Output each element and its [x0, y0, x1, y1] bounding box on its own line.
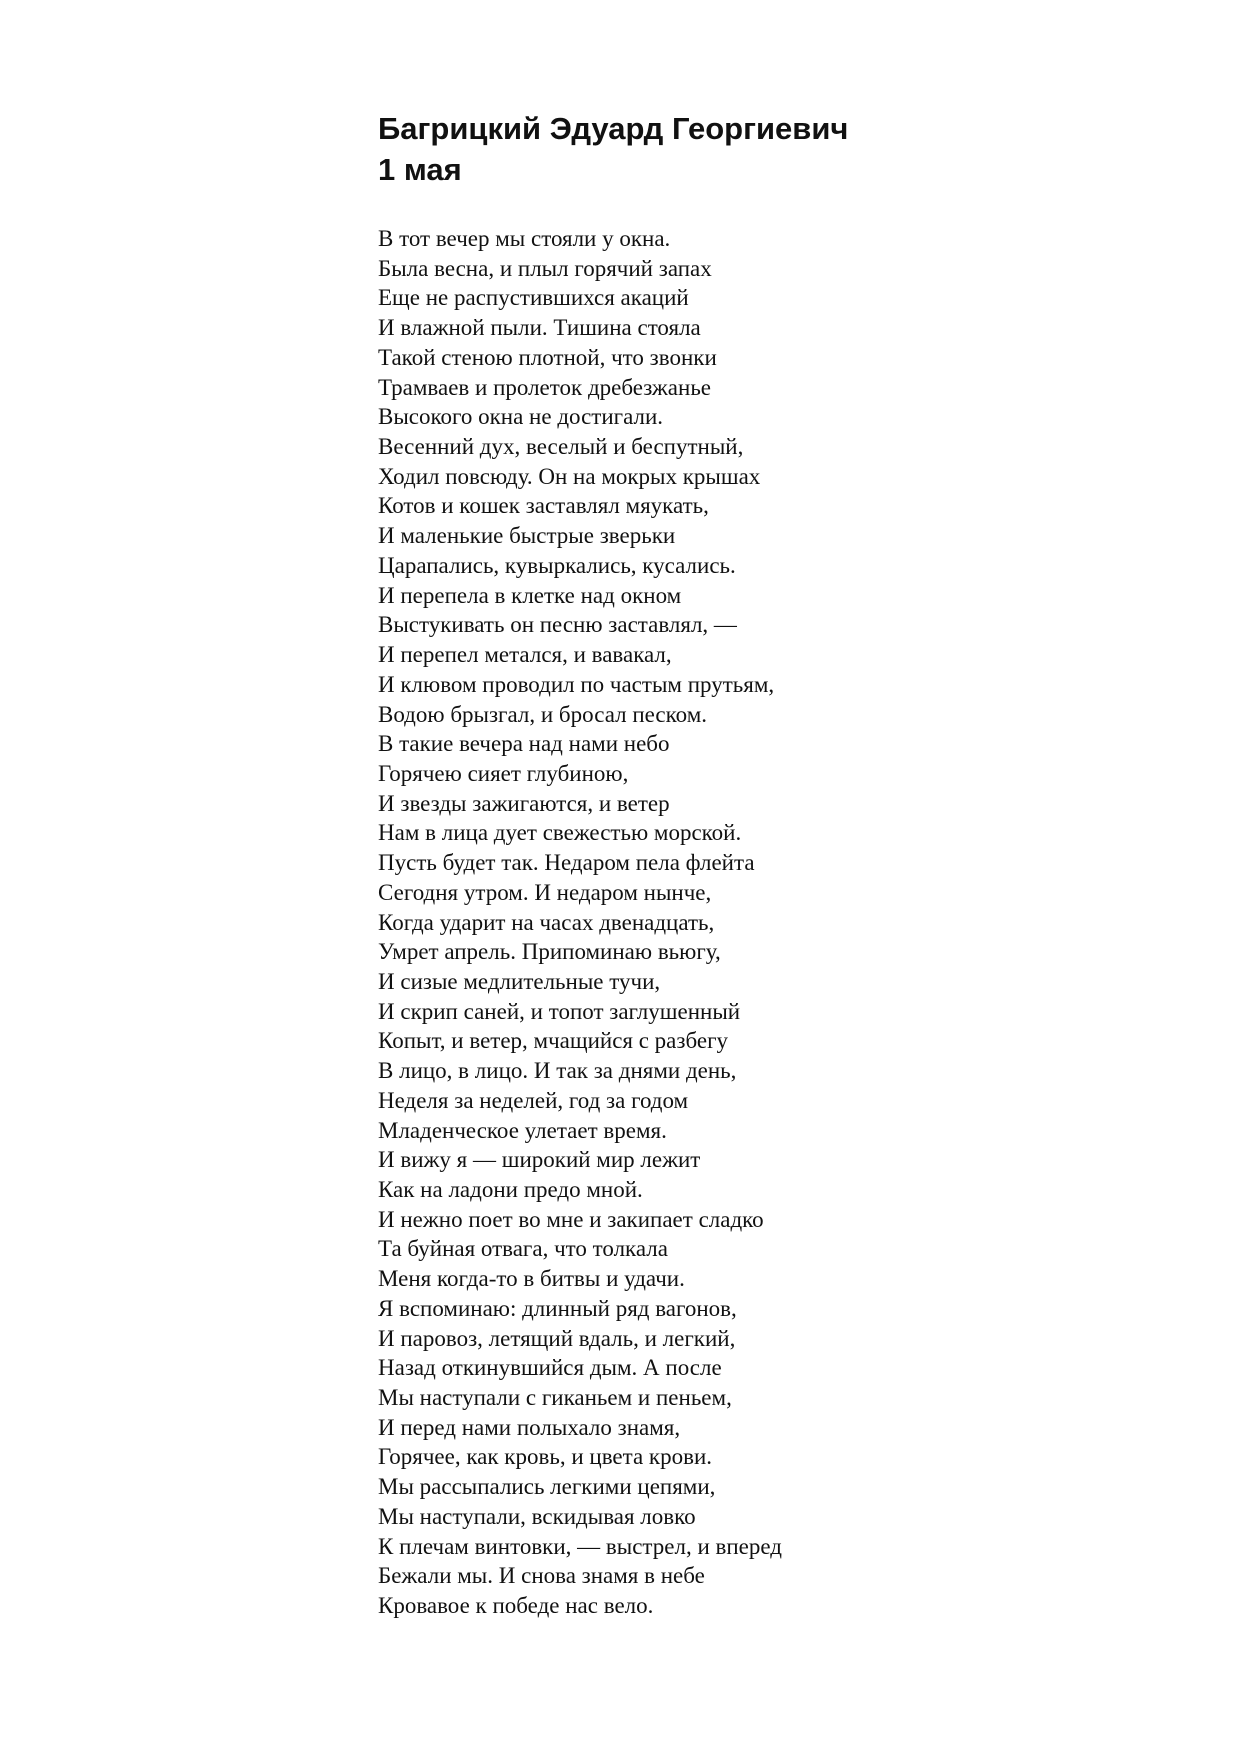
poem-line: И перед нами полыхало знамя,	[378, 1414, 681, 1440]
poem-line: Неделя за неделей, год за годом	[378, 1087, 689, 1113]
poem-line: Мы наступали, вскидывая ловко	[378, 1503, 696, 1529]
poem-line: В такие вечера над нами небо	[378, 731, 670, 757]
poem-text	[378, 224, 1198, 1621]
poem-line: И влажной пыли. Тишина стояла	[378, 315, 701, 341]
poem-line: Назад откинувшийся дым. А после	[378, 1355, 722, 1381]
poem-line: Та буйная отвага, что толкала	[378, 1236, 668, 1262]
poem-line: И перепел метался, и вавакал,	[378, 642, 672, 668]
poem-title: 1 мая	[378, 152, 462, 187]
poem-line: Бежали мы. И снова знамя в небе	[378, 1563, 705, 1589]
poem-line: Пусть будет так. Недаром пела флейта	[378, 850, 755, 876]
poem-line: И звезды зажигаются, и ветер	[378, 790, 670, 816]
poem-line: Когда ударит на часах двенадцать,	[378, 909, 715, 935]
poem-line: Нам в лица дует свежестью морской.	[378, 820, 742, 846]
poem-line: Сегодня утром. И недаром нынче,	[378, 879, 712, 905]
poem-line: И вижу я — широкий мир лежит	[378, 1147, 701, 1173]
poem-line: Ходил повсюду. Он на мокрых крышах	[378, 463, 761, 489]
poem-line: Котов и кошек заставлял мяукать,	[378, 493, 709, 519]
poem-line: И клювом проводил по частым прутьям,	[378, 671, 775, 697]
poem-line: Я вспоминаю: длинный ряд вагонов,	[378, 1295, 737, 1321]
poem-line: Была весна, и плыл горячий запах	[378, 255, 712, 281]
poem-line: К плечам винтовки, — выстрел, и вперед	[378, 1533, 782, 1559]
poem-line: Царапались, кувыркались, кусались.	[378, 552, 736, 578]
poem-line: И перепела в клетке над окном	[378, 582, 682, 608]
poem-line: Такой стеною плотной, что звонки	[378, 344, 717, 370]
poem-line: Как на ладони предо мной.	[378, 1177, 643, 1202]
document-header	[378, 108, 1198, 190]
poem-line: И паровоз, летящий вдаль, и легкий,	[378, 1325, 736, 1351]
poem-line: Горячею сияет глубиною,	[378, 760, 629, 786]
poem-line: Весенний дух, веселый и беспутный,	[378, 434, 744, 460]
poem-line: И скрип саней, и топот заглушенный	[378, 998, 741, 1024]
poem-line: И маленькие быстрые зверьки	[378, 523, 676, 549]
poem-line: И нежно поет во мне и закипает сладко	[378, 1206, 764, 1232]
poem-line: В лицо, в лицо. И так за днями день,	[378, 1058, 737, 1084]
poem-line: Высокого окна не достигали.	[378, 404, 664, 430]
poem-line: Еще не распустившихся акаций	[378, 285, 689, 311]
author-name: Багрицкий Эдуард Георгиевич	[378, 111, 849, 146]
poem-line: Кровавое к победе нас вело.	[378, 1593, 654, 1619]
poem-line: Младенческое улетает время.	[378, 1117, 667, 1143]
poem-line: В тот вечер мы стояли у окна.	[378, 226, 671, 251]
poem-line: Выстукивать он песню заставлял, —	[378, 612, 737, 638]
poem-line: Умрет апрель. Припоминаю вьюгу,	[378, 939, 721, 965]
poem-line: Копыт, и ветер, мчащийся с разбегу	[378, 1028, 729, 1054]
poem-line: Горячее, как кровь, и цвета крови.	[378, 1444, 713, 1470]
poem-line: Трамваев и пролеток дребезжанье	[378, 374, 712, 400]
poem-line: Меня когда-то в битвы и удачи.	[378, 1266, 685, 1292]
poem-line: И сизые медлительные тучи,	[378, 968, 661, 994]
poem-line: Мы рассыпались легкими цепями,	[378, 1474, 716, 1500]
poem-line: Мы наступали с гиканьем и пеньем,	[378, 1385, 732, 1411]
poem-line: Водою брызгал, и бросал песком.	[378, 701, 708, 727]
